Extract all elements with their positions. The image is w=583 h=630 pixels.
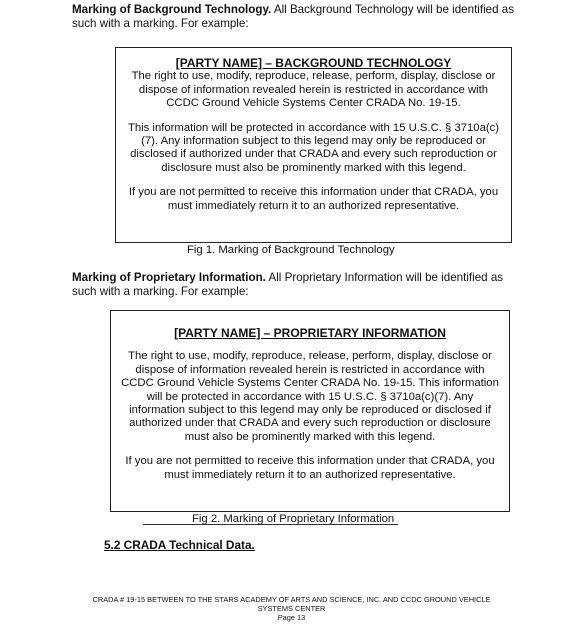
fig2-caption: Fig 2. Marking of Proprietary Information [192,513,395,525]
fig1-caption: Fig 1. Marking of Background Technology [187,244,395,256]
marking-background-paragraph [72,3,532,31]
background-technology-legend-title: [PARTY NAME] – BACKGROUND TECHNOLOGY [175,56,452,70]
background-technology-legend-box [115,47,512,243]
background-technology-legend-p3: If you are not permitted to receive this information under that CRADA, you must immediately return it to an authorized representative. [128,186,499,212]
marking-proprietary-text: All Proprietary Information will be identified as such with a marking. For example: [72,271,504,298]
proprietary-information-legend-box [110,310,510,512]
background-technology-legend-p2: This information will be protected in accordance with 15 U.S.C. § 3710a(c)(7). Any information subject to this legend may only be reproduced or disclosed if authorized under that CRADA and every such reproduction or disclosure must also be prominently marked with this legend. [127,121,500,174]
section-heading: 5.2 CRADA Technical Data. [104,538,255,552]
footer-line2: SYSTEMS CENTER [257,604,326,613]
footer-page-number: Page 13 [277,613,306,622]
background-technology-legend-p1: The right to use, modify, reproduce, release, perform, display, disclose or dispose of information revealed herein is restricted in accordance with CCDC Ground Vehicle Systems Center CRADA No. 19-15. [131,70,496,110]
fig2-caption-rule [143,524,398,525]
marking-background-heading: Marking of Background Technology. [72,3,272,16]
marking-background-text: All Background Technology will be identified as such with a marking. For example: [72,3,515,30]
proprietary-information-legend-p1: The right to use, modify, reproduce, release, perform, display, disclose or dispose of information revealed herein is restricted in accordance with CCDC Ground Vehicle Systems Center CRADA No. 19-15. This information will be protected in accordance with 15 U.S.C. § 3710a(c)(7). Any information subject to this legend may only be reproduced or disclosed if authorized under that CRADA and every such reproduction or disclosure must also be prominently marked with this legend. [121,350,499,443]
proprietary-information-legend-p2: If you are not permitted to receive this information under that CRADA, you must immediately return it to an authorized representative. [125,455,495,481]
proprietary-information-legend-title: [PARTY NAME] – PROPRIETARY INFORMATION [174,326,446,340]
page-footer [60,595,523,622]
footer-line1: CRADA # 19-15 BETWEEN TO THE STARS ACADEMY OF ARTS AND SCIENCE, INC. AND CCDC GROUND VEHICLE [92,595,491,604]
marking-proprietary-paragraph [72,271,512,299]
marking-proprietary-heading: Marking of Proprietary Information. [72,271,266,284]
